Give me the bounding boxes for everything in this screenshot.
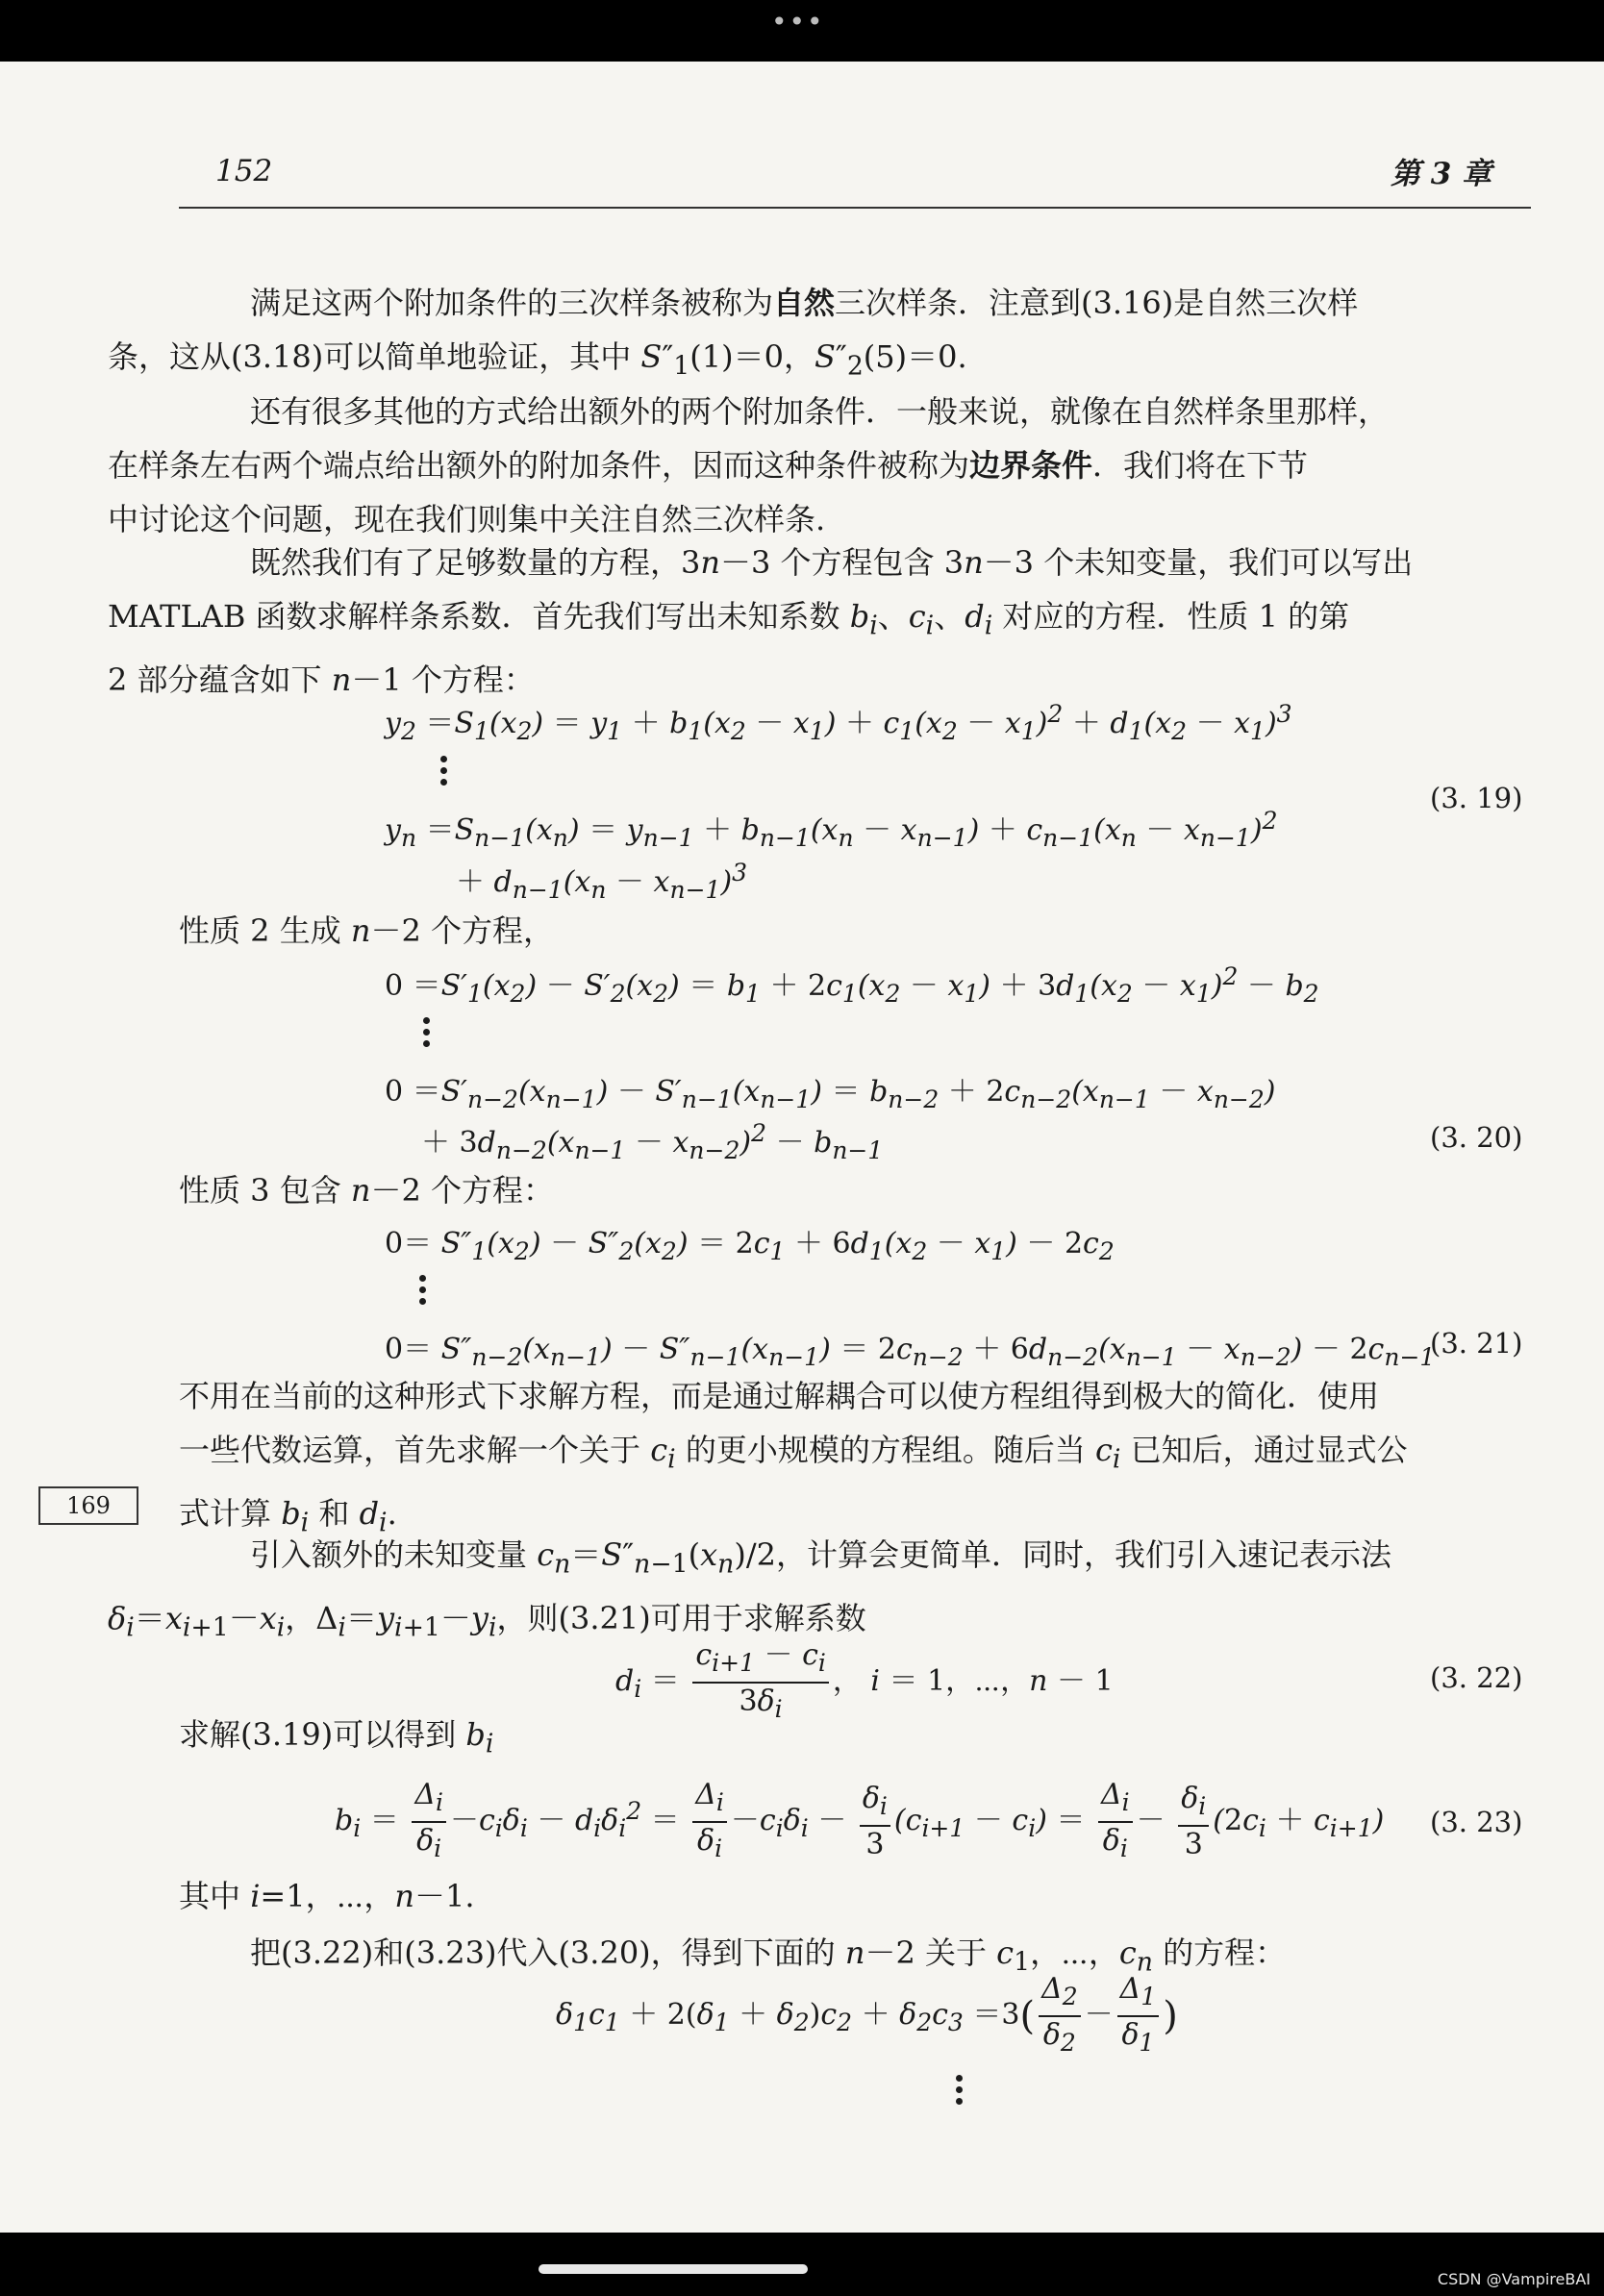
equation-3-20-line-3: ＋ $3d_{n-2}(x_{n-1} - x_{n-2})^2 - b_{n-1}$ <box>421 1119 884 1164</box>
vertical-dots-icon <box>946 2075 971 2109</box>
header-rule <box>179 207 1531 209</box>
equation-number-3-22: (3. 22) <box>1430 1661 1523 1694</box>
equation-3-20-line-2: $0 =S'_{n-2}(x_{n-1}) - S'_{n-1}(x_{n-1}) = b_{n-2} + 2c_{n-2}(x_{n-1} - x_{n-2})$ <box>385 1075 1276 1113</box>
paragraph-3: 既然我们有了足够数量的方程，3n－3 个方程包含 3n－3 个未知变量，我们可以写出 MATLAB 函数求解样条系数．首先我们写出未知系数 $b_i$、$c_i$、$d_i$ 对应的方程．性质 1 的第 2 部分蕴含如下 n－1 个方程： <box>108 544 1414 699</box>
equation-3-22: $d_i$ ＝ $\frac{c_{i+1} - c_i}{3\delta_i}$ ， i ＝ 1，⋯，n － 1 <box>615 1638 1114 1723</box>
paragraph-2: 还有很多其他的方式给出额外的两个附加条件．一般来说，就像在自然样条里那样， 在样条左右两个端点给出额外的附加条件，因而这种条件被称为边界条件．我们将在下节 中讨论这个问题，现在我们则集中关注自然三次样条. <box>108 393 1390 537</box>
paragraph-4: 性质 2 生成 n－2 个方程， <box>179 912 555 949</box>
paragraph-1 <box>108 276 1531 393</box>
equation-3-19-line-3: ＋ $d_{n-1}(x_n - x_{n-1})^3$ <box>456 859 748 904</box>
equation-3-21-line-2: $0= S''_{n-2}(x_{n-1}) - S''_{n-1}(x_{n-1}) = 2c_{n-2} + 6d_{n-2}(x_{n-1} - x_{n-2}) - 2c_{n-1}$ <box>385 1333 1436 1371</box>
equation-number-3-20: (3. 20) <box>1430 1121 1523 1154</box>
paragraph-8: 求解(3.19)可以得到 $b_i$ <box>179 1716 494 1759</box>
vertical-dots-icon <box>410 1275 435 1310</box>
paragraph-10: 把(3.22)和(3.23)代入(3.20)，得到下面的 n－2 关于 $c_1$，⋯，$c_n$ 的方程： <box>250 1934 1287 1978</box>
home-indicator-handle[interactable] <box>539 2264 808 2274</box>
status-bar-top <box>0 0 1604 62</box>
paragraph-7: 引入额外的未知变量 $c_n=S''_{n-1}(x_n)/2$，计算会更简单．同时，我们引入速记表示法 $\delta_i=x_{i+1}-x_i$，$\Delta_i=y_{i+1}-y_i$，则(3.21)可用于求解系数 <box>108 1536 1391 1643</box>
equation-3-19-line-1: $y_2 =S_1(x_2) = y_1 + b_1(x_2 - x_1) + c_1(x_2 - x_1)^2 + d_1(x_2 - x_1)^3$ <box>385 700 1292 745</box>
paragraph-9: 其中 i=1，⋯，n－1. <box>179 1878 475 1914</box>
para-1-line-1: 满足这两个附加条件的三次样条被称为自然三次样条．注意到(3.16)是自然三次样 <box>250 285 1359 321</box>
watermark-text: CSDN @VampireBAI <box>1437 2270 1591 2288</box>
status-bar-bottom <box>0 2233 1604 2296</box>
para-1-line-2: 条，这从(3.18)可以简单地验证，其中 $S''_1(1)=0$，$S''_2(5)=0$. <box>108 338 967 382</box>
equation-number-3-21: (3. 21) <box>1430 1327 1523 1360</box>
equation-3-20-line-1: $0 =S'_1(x_2) - S'_2(x_2) = b_1 + 2c_1(x_2 - x_1) + 3d_1(x_2 - x_1)^2 - b_2$ <box>385 962 1319 1008</box>
equation-number-3-19: (3. 19) <box>1430 782 1523 814</box>
chapter-label: 第 3 章 <box>1391 157 1492 191</box>
equation-number-3-23: (3. 23) <box>1430 1806 1523 1838</box>
equation-final-line-1: $\delta_1c_1 + 2(\delta_1 + \delta_2)c_2 + \delta_2c_3 =3$( $\frac{\Delta_2}{\delta_2}$ － $\frac{\Delta_1}{\delta_1}$ ) <box>556 1972 1178 2057</box>
equation-3-19-line-2: $y_n =S_{n-1}(x_n) = y_{n-1} + b_{n-1}(x_n - x_{n-1}) + c_{n-1}(x_n - x_{n-1})^2$ <box>385 807 1278 852</box>
more-dots-icon[interactable]: ••• <box>771 6 825 37</box>
vertical-dots-icon <box>414 1017 439 1052</box>
vertical-dots-icon <box>431 756 456 790</box>
page-number: 152 <box>215 154 273 188</box>
equation-3-23: $b_i$ ＝ $\frac{\Delta_i}{\delta_i}$ $-c_i\delta_i - d_i\delta_i^2$ ＝ $\frac{\Delta_i}{\delta_i}$ $-c_i\delta_i$ － $\frac{\delta_i}{3}$ $(c_{i+1} - c_i)$ ＝ $\frac{\Delta_i}{\delta_i}$ － $\frac{\delta_i}{3}$ $(2c_i + c_{i+1})$ <box>335 1778 1385 1862</box>
equation-3-21-line-1: $0= S''_1(x_2) - S''_2(x_2) = 2c_1 + 6d_1(x_2 - x_1) - 2c_2$ <box>385 1227 1115 1265</box>
paragraph-6: 不用在当前的这种形式下求解方程，而是通过解耦合可以使方程组得到极大的简化．使用 一些代数运算，首先求解一个关于 $c_i$ 的更小规模的方程组。随后当 $c_i$ 已知后，通过显式公 式计算 $b_i$ 和 $d_i$. <box>179 1378 1408 1538</box>
margin-page-marker: 169 <box>38 1486 138 1525</box>
paragraph-5: 性质 3 包含 n－2 个方程： <box>179 1172 555 1209</box>
